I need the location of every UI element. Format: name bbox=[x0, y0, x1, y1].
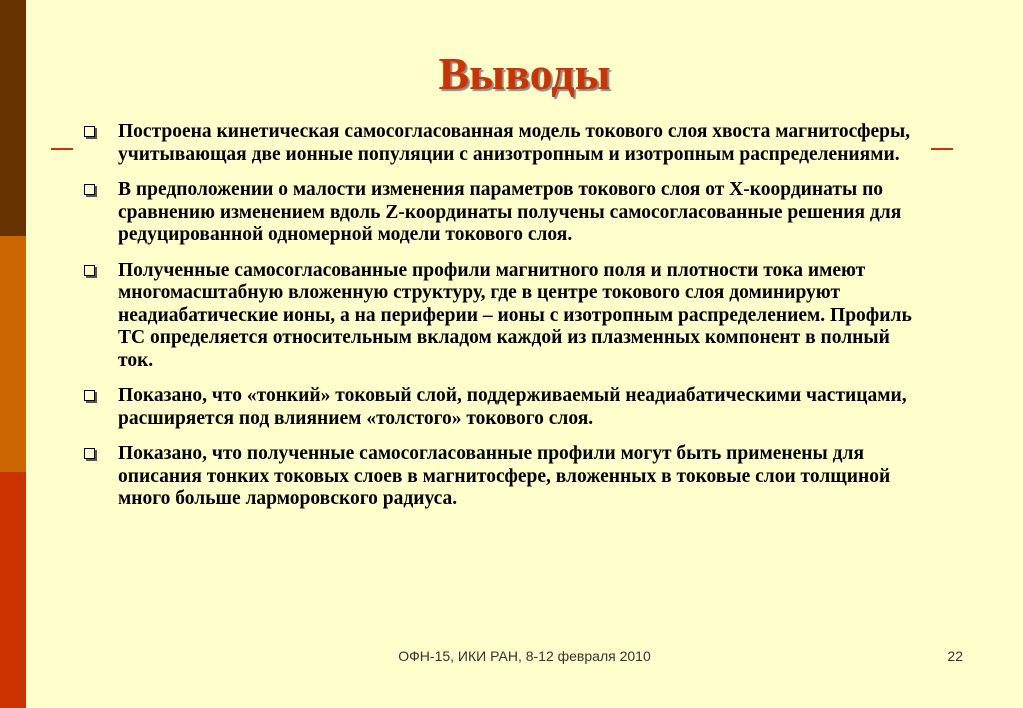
bullet-text: Показано, что полученные самосогласованные профили могут быть применены для описания тонких токовых слоев в магнитосфере, вложенных в токовые слои толщиной много больше ларморовского радиуса. bbox=[118, 443, 891, 509]
bullet-item bbox=[82, 179, 922, 247]
bullet-text: Полученные самосогласованные профили магнитного поля и плотности тока имеют многомасштабную вложенную структуру, где в центре токового слоя доминируют неадиабатические ионы, а на периферии – ионы с изотропным распределением. Профиль ТС определяется относительным вкладом каждой из плазменных компонент в полный ток. bbox=[118, 259, 912, 371]
right-dash-decoration bbox=[931, 148, 953, 150]
side-stripe-top bbox=[0, 0, 26, 236]
bullet-item bbox=[82, 260, 922, 373]
side-stripe-middle bbox=[0, 236, 26, 472]
hollow-square-bullet-icon bbox=[84, 265, 95, 276]
bullet-item bbox=[82, 121, 922, 166]
bullet-item bbox=[82, 443, 922, 511]
slide-footer: ОФН-15, ИКИ РАН, 8-12 февраля 2010 bbox=[398, 648, 651, 664]
hollow-square-bullet-icon bbox=[84, 448, 95, 459]
hollow-square-bullet-icon bbox=[84, 390, 95, 401]
left-dash-decoration bbox=[51, 148, 73, 150]
bullet-text: В предположении о малости изменения параметров токового слоя от X-координаты по сравнению изменением вдоль Z-координаты получены самосогласованные решения для редуцированной одномерной модели токового слоя. bbox=[118, 179, 902, 245]
bullet-text: Построена кинетическая самосогласованная модель токового слоя хвоста магнитосферы, учитывающая две ионные популяции с анизотропным и изотропным распределениями. bbox=[118, 121, 911, 165]
side-stripe-bottom bbox=[0, 472, 26, 708]
bullet-text: Показано, что «тонкий» токовый слой, поддерживаемый неадиабатическими частицами, расширяется под влиянием «толстого» токового слоя. bbox=[118, 385, 907, 429]
hollow-square-bullet-icon bbox=[84, 126, 95, 137]
conclusions-list bbox=[82, 121, 922, 524]
hollow-square-bullet-icon bbox=[84, 184, 95, 195]
slide-title: Выводы bbox=[438, 48, 611, 99]
page-number: 22 bbox=[947, 648, 963, 664]
bullet-item bbox=[82, 385, 922, 430]
